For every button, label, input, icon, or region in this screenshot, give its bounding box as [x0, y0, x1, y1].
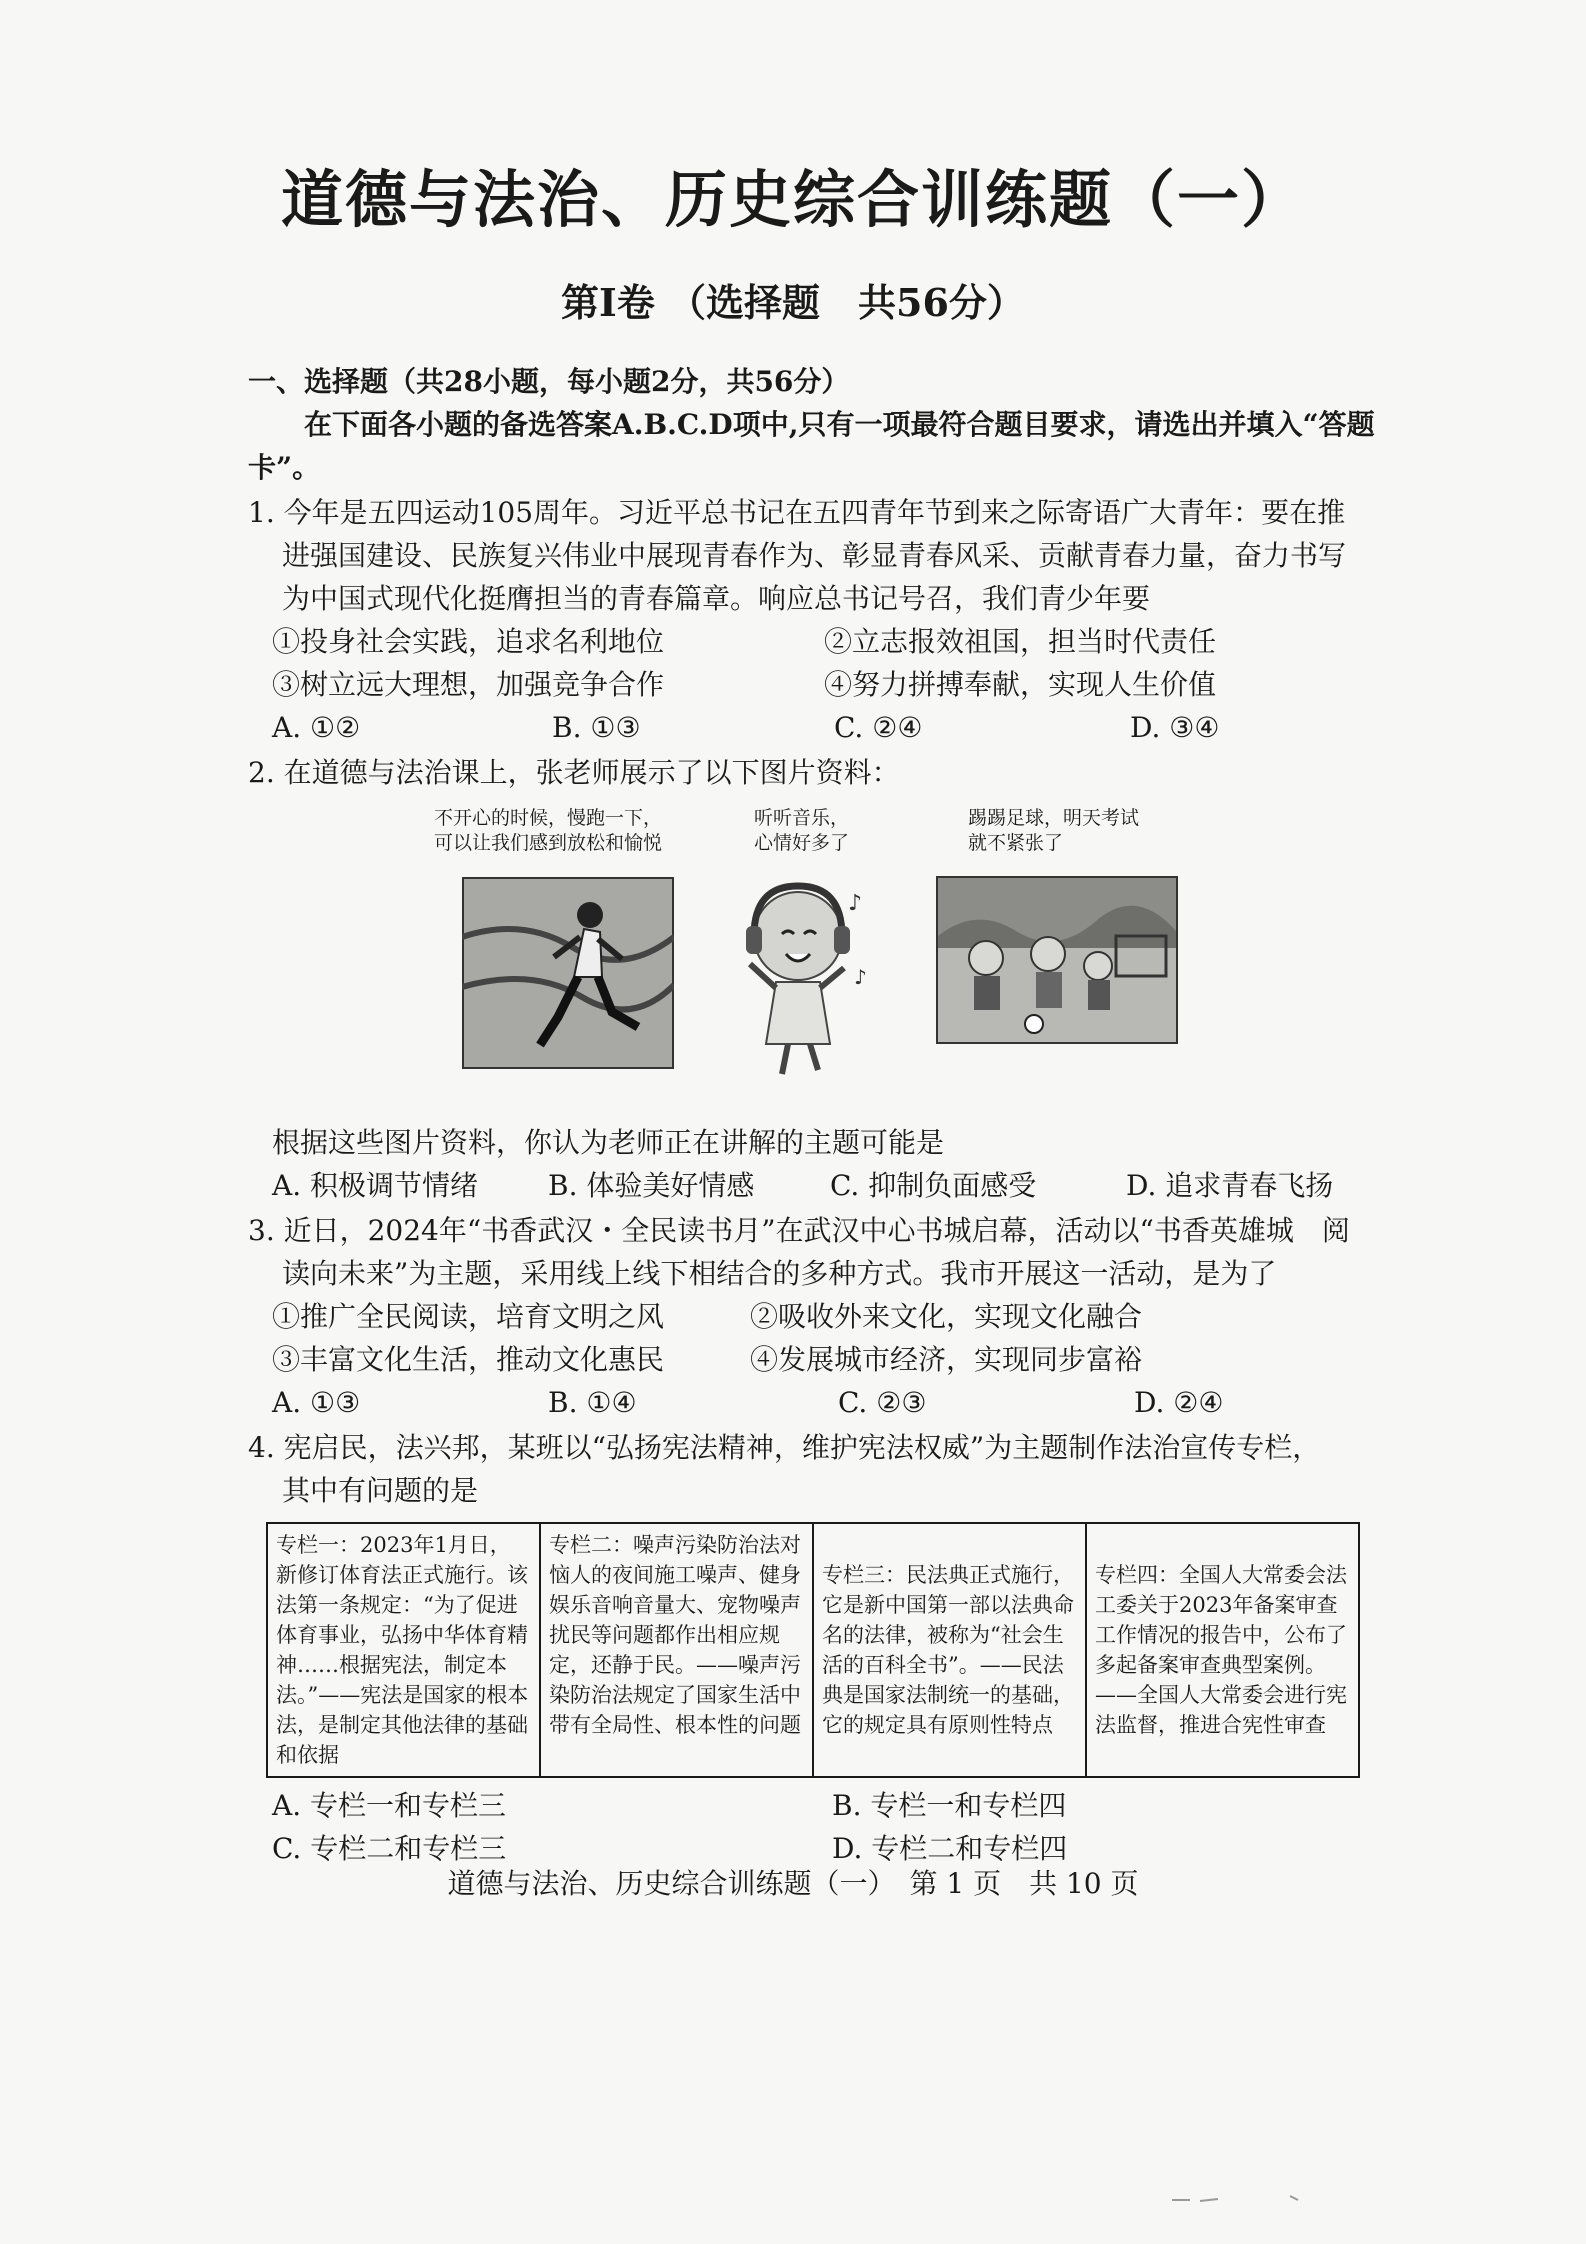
question-stem-line: 2. 在道德与法治课上，张老师展示了以下图片资料： — [248, 756, 900, 789]
page-footer: 道德与法治、历史综合训练题（一） 第 1 页 共 10 页 — [447, 1867, 1139, 1900]
column-three: 专栏三：民法典正式施行，它是新中国第一部以法典命名的法律，被称为“社会生活的百科全书”。——民法典是国家法制统一的基础，它的规定具有原则性特点 — [813, 1523, 1086, 1777]
picture-caption-3 — [968, 806, 1139, 856]
section-heading: 一、选择题（共28小题，每小题2分，共56分） — [248, 365, 850, 398]
column-two: 专栏二：噪声污染防治法对恼人的夜间施工噪声、健身娱乐音响音量大、宠物噪声扰民等问题都作出相应规定，还静于民。——噪声污染防治法规定了国家生活中带有全局性、根本性的问题 — [540, 1523, 813, 1777]
question-stem-line: 3. 近日，2024年“书香武汉・全民读书月”在武汉中心书城启幕，活动以“书香英雄城 阅 — [248, 1214, 1350, 1247]
question-1 — [248, 491, 1376, 749]
caption-line: 踢踢足球，明天考试 — [968, 807, 1140, 829]
content — [248, 360, 1376, 1870]
question-4 — [248, 1426, 1376, 1870]
option-a: A. 积极调节情绪 — [272, 1169, 479, 1202]
column-one: 专栏一：2023年1月日，新修订体育法正式施行。该法第一条规定：“为了促进体育事业，弘扬中华体育精神……根据宪法，制定本法。”——宪法是国家的根本法，是制定其他法律的基础和依据 — [267, 1523, 540, 1777]
caption-line: 心情好多了 — [754, 832, 850, 854]
option-d: D. 专栏二和专栏四 — [832, 1832, 1068, 1865]
question-stem-line: 4. 宪启民，法兴邦，某班以“弘扬宪法精神，维护宪法权威”为主题制作法治宣传专栏， — [248, 1431, 1321, 1464]
option-a: A. 专栏一和专栏三 — [272, 1789, 507, 1822]
option-a: A. ①③ — [272, 1386, 361, 1419]
publicity-columns-table — [266, 1522, 1360, 1778]
statement-item: ④努力拼搏奉献，实现人生价值 — [824, 668, 1217, 701]
question-stem-line: 进强国建设、民族复兴伟业中展现青春作为、彰显青春风采、贡献青春力量，奋力书写 — [282, 539, 1347, 572]
statement-item: ③丰富文化生活，推动文化惠民 — [272, 1343, 665, 1376]
page-title: 道德与法治、历史综合训练题（一） — [280, 163, 1305, 236]
statement-item: ④发展城市经济，实现同步富裕 — [750, 1343, 1143, 1376]
caption-line: 可以让我们感到放松和愉悦 — [434, 832, 663, 854]
part-title: 第Ⅰ卷 （选择题 共56分） — [561, 280, 1025, 325]
option-a: A. ①② — [272, 711, 361, 744]
option-d: D. ③④ — [1130, 711, 1220, 744]
option-d: D. 追求青春飞扬 — [1126, 1169, 1334, 1202]
question-2 — [248, 751, 1376, 1207]
statement-list — [248, 1295, 1376, 1381]
picture-caption-1 — [434, 806, 662, 856]
svg-text:♪: ♪ — [854, 965, 867, 989]
option-c: C. 抑制负面感受 — [830, 1169, 1037, 1202]
statement-item: ③树立远大理想，加强竞争合作 — [272, 668, 665, 701]
column-four: 专栏四：全国人大常委会法工委关于2023年备案审查工作情况的报告中，公布了多起备案审查典型案例。——全国人大常委会进行宪法监督，推进合宪性审查 — [1086, 1523, 1359, 1777]
answer-options — [248, 1381, 1376, 1424]
option-b: B. ①④ — [548, 1386, 637, 1419]
question-stem-line: 为中国式现代化挺膺担当的青春篇章。响应总书记号召，我们青少年要 — [282, 582, 1151, 615]
statement-item: ①投身社会实践，追求名利地位 — [272, 625, 665, 658]
option-c: C. 专栏二和专栏三 — [272, 1832, 507, 1865]
option-d: D. ②④ — [1134, 1386, 1224, 1419]
instruction: 在下面各小题的备选答案A.B.C.D项中,只有一项最符合题目要求，请选出并填入“答题卡”。 — [248, 408, 1375, 484]
question-3 — [248, 1209, 1376, 1424]
picture-caption-2 — [754, 806, 849, 856]
question-stem-line: 1. 今年是五四运动105周年。习近平总书记在五四青年节到来之际寄语广大青年：要在推 — [248, 496, 1346, 529]
scan-specks — [1170, 2188, 1330, 2208]
statement-item: ①推广全民阅读，培育文明之风 — [272, 1300, 665, 1333]
caption-line: 不开心的时候，慢跑一下， — [434, 807, 663, 829]
option-b: B. 体验美好情感 — [548, 1169, 755, 1202]
option-c: C. ②③ — [838, 1386, 927, 1419]
answer-options — [248, 1164, 1376, 1207]
statement-item: ②吸收外来文化，实现文化融合 — [750, 1300, 1143, 1333]
svg-text:♪: ♪ — [848, 891, 863, 916]
caption-line: 听听音乐， — [754, 807, 850, 829]
football-picture — [936, 876, 1178, 1044]
music-girl-picture — [736, 864, 876, 1079]
answer-options — [248, 1784, 1376, 1870]
option-b: B. 专栏一和专栏四 — [832, 1789, 1067, 1822]
answer-options — [248, 706, 1376, 749]
statement-item: ②立志报效祖国，担当时代责任 — [824, 625, 1217, 658]
question-stem-line: 读向未来”为主题，采用线上线下相结合的多种方式。我市开展这一活动，是为了 — [282, 1257, 1277, 1290]
question-stem-line: 其中有问题的是 — [282, 1474, 479, 1507]
option-b: B. ①③ — [552, 711, 641, 744]
question-line: 根据这些图片资料，你认为老师正在讲解的主题可能是 — [272, 1126, 945, 1159]
statement-list — [248, 620, 1376, 706]
runner-picture — [462, 877, 674, 1069]
picture-materials — [248, 802, 1376, 1107]
option-c: C. ②④ — [834, 711, 923, 744]
caption-line: 就不紧张了 — [968, 832, 1064, 854]
